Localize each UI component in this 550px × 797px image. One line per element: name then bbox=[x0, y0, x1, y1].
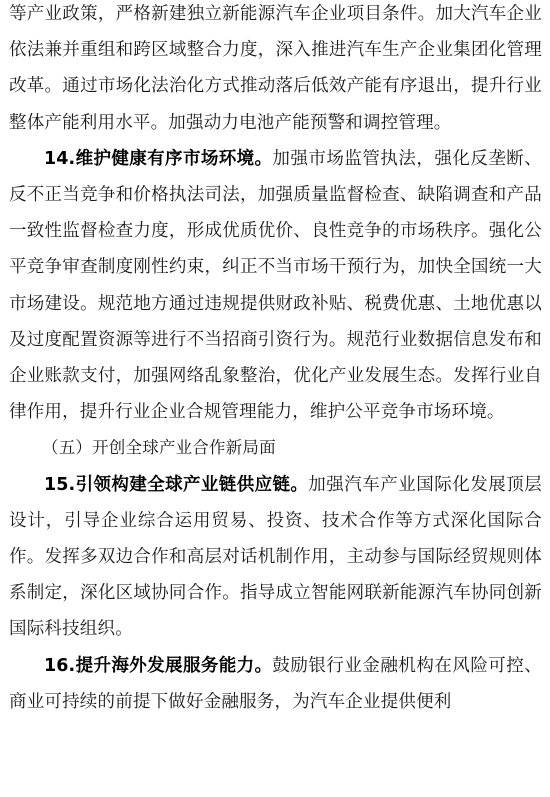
clause-heading-14: 14.维护健康有序市场环境。 bbox=[44, 148, 273, 169]
section-title-5: （五）开创全球产业合作新局面 bbox=[42, 438, 276, 458]
clause-heading-15: 15.引领构建全球产业链供应链。 bbox=[44, 474, 309, 495]
paragraph-capacity-management bbox=[9, 0, 542, 141]
paragraph-text: 加强市场监管执法，强化反垄断、反不正当竞争和价格执法司法，加强质量监督检查、缺陷调查和产品一致性监督检查力度，形成优质优价、良性竞争的市场秩序。强化公平竞争审查制度刚性约束，纠正不当市场干预行为，加快全国统一大市场建设。规范地方通过违规提供财政补贴、税费优惠、土地优惠以及过度配置资源等进行不当招商引资行为。规范行业数据信息发布和企业账款支付，加强网络乱象整治，优化产业发展生态。发挥行业自律作用，提升行业企业合规管理能力，维护公平竞争市场环境。 bbox=[9, 148, 542, 423]
paragraph-overseas-services bbox=[9, 648, 542, 720]
paragraph-text: 鼓励银行业金融机构在风险可控、商业可持续的前提下做好金融服务，为汽车企业提供便利 bbox=[9, 655, 542, 712]
paragraph-text: 等产业政策，严格新建独立新能源汽车企业项目条件。加大汽车企业依法兼并重组和跨区域整合力度，深入推进汽车生产企业集团化管理改革。通过市场化法治化方式推动落后低效产能有序退出，提升行业整体产能利用水平。加强动力电池产能预警和调控管理。 bbox=[9, 4, 542, 133]
paragraph-text: 加强汽车产业国际化发展顶层设计，引导企业综合运用贸易、投资、技术合作等方式深化国际合作。发挥多双边合作和高层对话机制作用，主动参与国际经贸规则体系制定，深化区域协同合作。指导成立智能网联新能源汽车协同创新国际科技组织。 bbox=[9, 474, 542, 640]
paragraph-global-supply-chain bbox=[9, 467, 542, 648]
paragraph-market-environment bbox=[9, 141, 542, 431]
clause-heading-16: 16.提升海外发展服务能力。 bbox=[44, 655, 273, 676]
